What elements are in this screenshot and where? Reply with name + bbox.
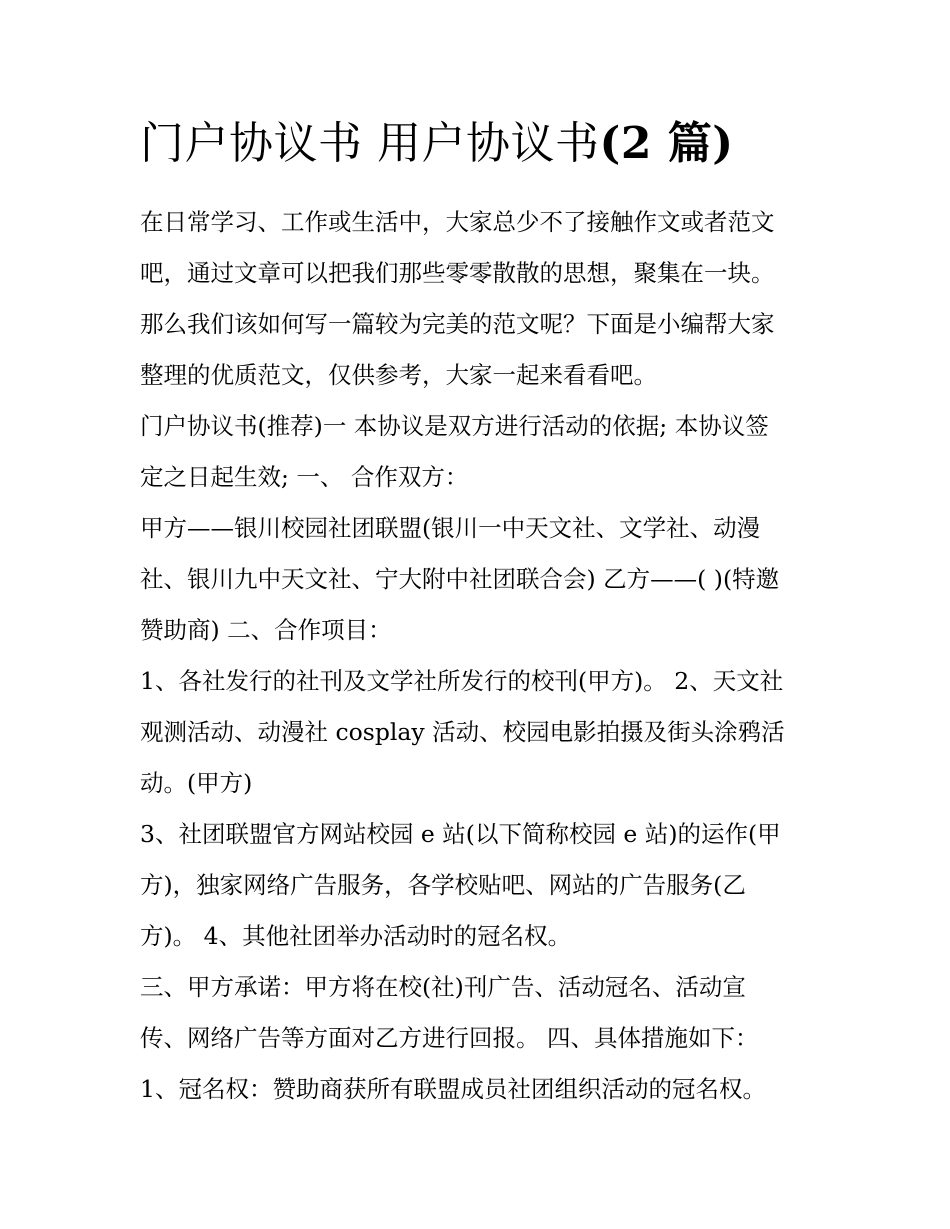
text-line: 三、甲方承诺：甲方将在校(社)刊广告、活动冠名、活动宣 xyxy=(140,973,746,1001)
text-line: 定之日起生效; 一、 合作双方： xyxy=(140,463,469,491)
paragraph-commitment xyxy=(140,962,820,1064)
document-title-count: (2 篇) xyxy=(599,118,734,169)
text-line: 方)，独家网络广告服务，各学校贴吧、网站的广告服务(乙 xyxy=(140,871,746,899)
text-line: 3、社团联盟官方网站校园 e 站(以下简称校园 e 站)的运作(甲 xyxy=(140,820,781,848)
text-line: 观测活动、动漫社 cosplay 活动、校园电影拍摄及街头涂鸦活 xyxy=(140,718,785,746)
paragraph-projects-1 xyxy=(140,656,820,809)
text-line: 整理的优质范文，仅供参考，大家一起来看看吧。 xyxy=(140,361,657,389)
document-body xyxy=(140,197,820,1115)
text-line: 甲方——银川校园社团联盟(银川一中天文社、文学社、动漫 xyxy=(140,514,761,542)
text-line: 赞助商) 二、合作项目： xyxy=(140,616,392,644)
text-line: 动。(甲方) xyxy=(140,769,253,797)
text-line: 门户协议书(推荐)一 本协议是双方进行活动的依据; 本协议签 xyxy=(140,412,769,440)
text-line: 1、各社发行的社刊及文学社所发行的校刊(甲方)。 2、天文社 xyxy=(140,667,784,695)
text-line: 社、银川九中天文社、宁大附中社团联合会) 乙方——( )(特邀 xyxy=(140,565,780,593)
paragraph-intro xyxy=(140,197,820,401)
text-line: 传、网络广告等方面对乙方进行回报。 四、具体措施如下： xyxy=(140,1024,759,1052)
document-title xyxy=(140,112,734,176)
text-line: 那么我们该如何写一篇较为完美的范文呢？下面是小编帮大家 xyxy=(140,310,775,338)
paragraph-naming-rights xyxy=(140,1064,820,1115)
paragraph-projects-2 xyxy=(140,809,820,962)
paragraph-parties xyxy=(140,503,820,656)
text-line: 吧，通过文章可以把我们那些零零散散的思想，聚集在一块。 xyxy=(140,259,775,287)
text-line: 方)。 4、其他社团举办活动时的冠名权。 xyxy=(140,922,572,950)
text-line: 在日常学习、工作或生活中，大家总少不了接触作文或者范文 xyxy=(140,208,775,236)
paragraph-agreement-intro xyxy=(140,401,820,503)
text-line: 1、冠名权：赞助商获所有联盟成员社团组织活动的冠名权。 xyxy=(140,1075,766,1103)
document-title-main: 门户协议书 用户协议书 xyxy=(140,118,600,169)
